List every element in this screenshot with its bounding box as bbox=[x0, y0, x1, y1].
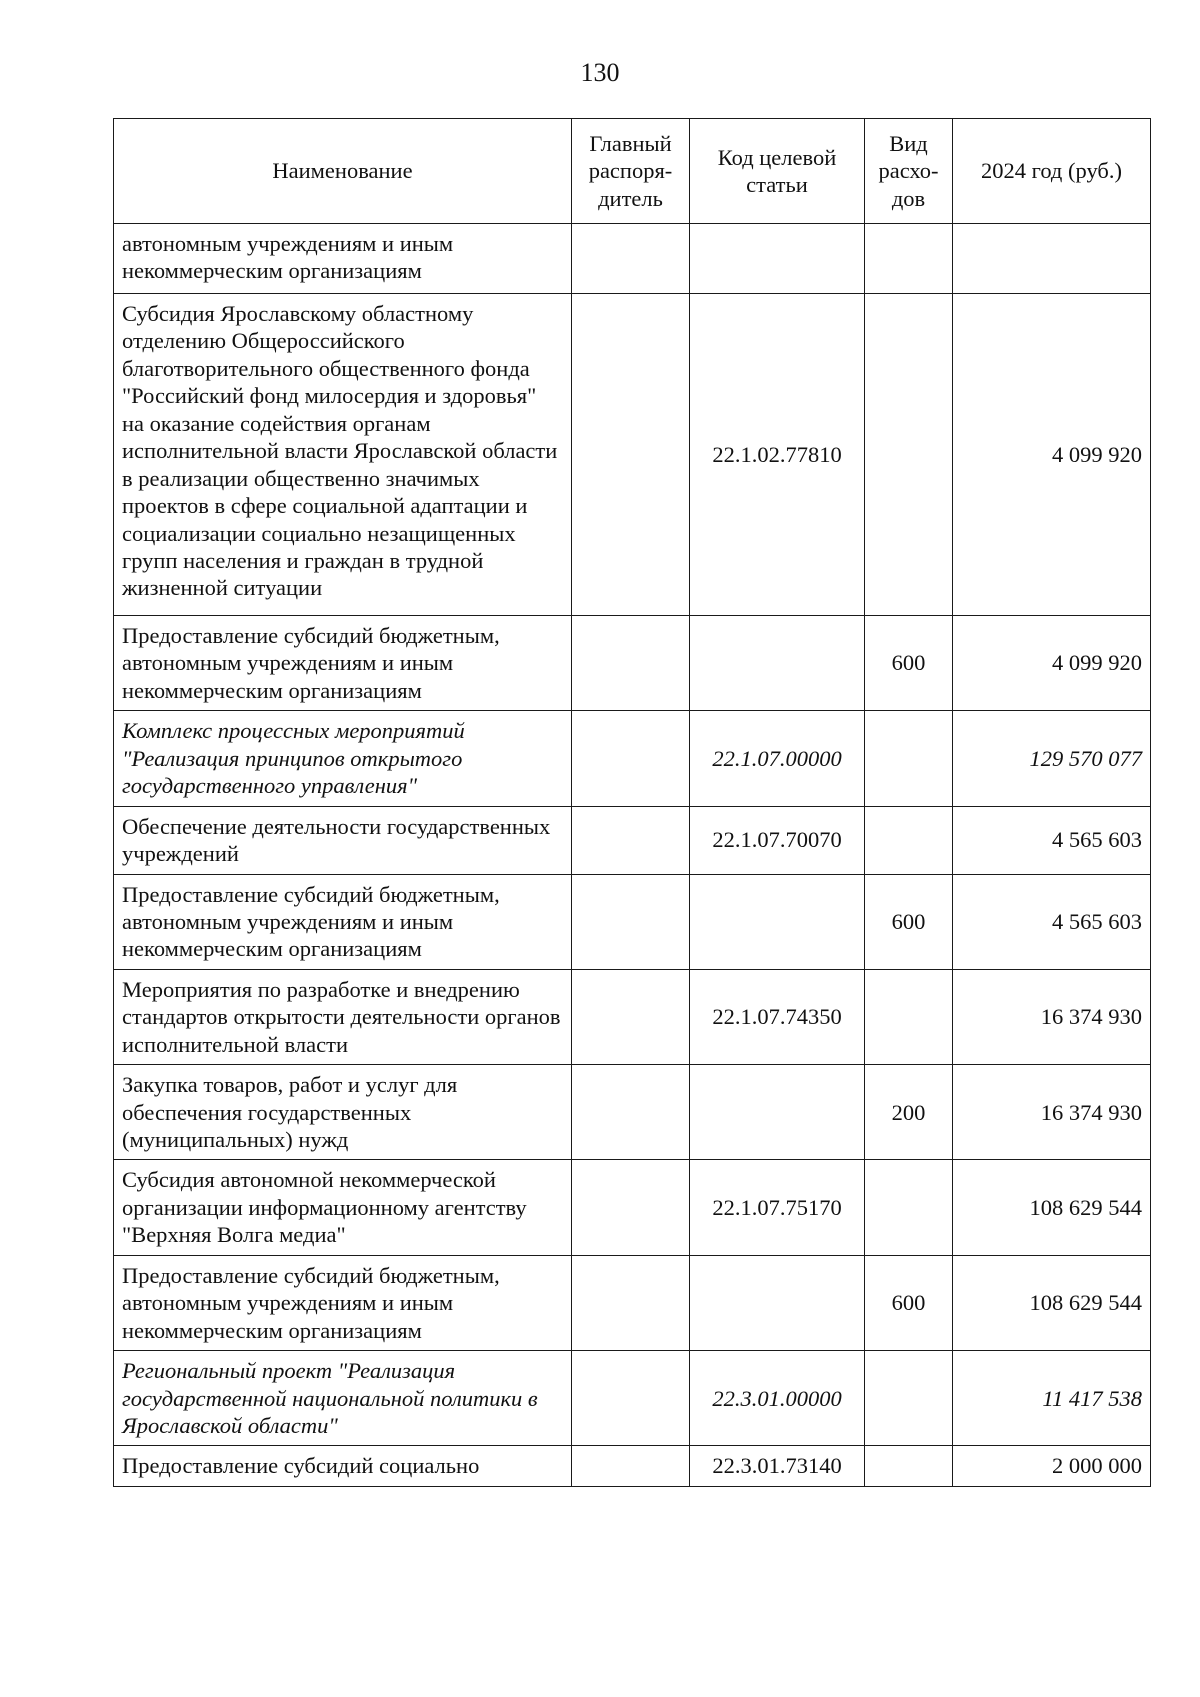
cell-amount: 4 565 603 bbox=[953, 874, 1151, 969]
cell-code bbox=[690, 224, 865, 294]
cell-name: Предоставление субсидий бюджетным, автономным учреждениям и иным некоммерческим организациям bbox=[114, 1255, 572, 1350]
cell-admin bbox=[572, 1255, 690, 1350]
cell-code: 22.1.07.70070 bbox=[690, 806, 865, 874]
cell-admin bbox=[572, 1160, 690, 1255]
cell-type bbox=[865, 1160, 953, 1255]
cell-name: Комплекс процессных мероприятий "Реализация принципов открытого государственного управления" bbox=[114, 711, 572, 806]
cell-amount: 16 374 930 bbox=[953, 969, 1151, 1064]
cell-type: 200 bbox=[865, 1065, 953, 1160]
cell-type bbox=[865, 969, 953, 1064]
header-amount: 2024 год (руб.) bbox=[953, 119, 1151, 224]
cell-amount: 4 565 603 bbox=[953, 806, 1151, 874]
cell-name: Субсидия Ярославскому областному отделению Общероссийского благотворительного общественного фонда "Российский фонд милосердия и здоровья" на оказание содействия органам исполнительной власти Ярославской области в реализации общественно значимых проектов в сфере социальной адаптации и социализации социально незащищенных групп населения и граждан в трудной жизненной ситуации bbox=[114, 294, 572, 616]
table-row bbox=[114, 969, 1151, 1064]
cell-amount bbox=[953, 224, 1151, 294]
cell-code: 22.1.07.74350 bbox=[690, 969, 865, 1064]
page-number: 130 bbox=[580, 58, 620, 87]
cell-amount: 108 629 544 bbox=[953, 1255, 1151, 1350]
cell-amount: 2 000 000 bbox=[953, 1446, 1151, 1486]
table-body bbox=[114, 224, 1151, 1487]
cell-type bbox=[865, 1446, 953, 1486]
table-row bbox=[114, 1065, 1151, 1160]
header-code: Код целевой статьи bbox=[690, 119, 865, 224]
header-type: Вид расхо-дов bbox=[865, 119, 953, 224]
cell-code: 22.3.01.00000 bbox=[690, 1351, 865, 1446]
table-header bbox=[114, 119, 1151, 224]
table-row bbox=[114, 294, 1151, 616]
budget-table bbox=[113, 118, 1151, 1487]
cell-code bbox=[690, 1065, 865, 1160]
cell-type bbox=[865, 294, 953, 616]
cell-name: Закупка товаров, работ и услуг для обеспечения государственных (муниципальных) нужд bbox=[114, 1065, 572, 1160]
cell-name: Мероприятия по разработке и внедрению стандартов открытости деятельности органов исполнительной власти bbox=[114, 969, 572, 1064]
cell-amount: 4 099 920 bbox=[953, 616, 1151, 711]
cell-type: 600 bbox=[865, 874, 953, 969]
cell-name: автономным учреждениям и иным некоммерческим организациям bbox=[114, 224, 572, 294]
header-row bbox=[114, 119, 1151, 224]
table-row bbox=[114, 224, 1151, 294]
cell-admin bbox=[572, 1065, 690, 1160]
cell-type bbox=[865, 1351, 953, 1446]
cell-name: Предоставление субсидий бюджетным, автономным учреждениям и иным некоммерческим организациям bbox=[114, 874, 572, 969]
cell-code: 22.1.07.75170 bbox=[690, 1160, 865, 1255]
cell-amount: 16 374 930 bbox=[953, 1065, 1151, 1160]
cell-amount: 129 570 077 bbox=[953, 711, 1151, 806]
cell-type bbox=[865, 224, 953, 294]
cell-admin bbox=[572, 969, 690, 1064]
cell-type bbox=[865, 806, 953, 874]
cell-code: 22.3.01.73140 bbox=[690, 1446, 865, 1486]
cell-amount: 11 417 538 bbox=[953, 1351, 1151, 1446]
table-row bbox=[114, 806, 1151, 874]
cell-amount: 4 099 920 bbox=[953, 294, 1151, 616]
table-row bbox=[114, 1160, 1151, 1255]
cell-name: Предоставление субсидий бюджетным, автономным учреждениям и иным некоммерческим организациям bbox=[114, 616, 572, 711]
cell-admin bbox=[572, 711, 690, 806]
cell-code bbox=[690, 616, 865, 711]
table-row bbox=[114, 1351, 1151, 1446]
cell-type: 600 bbox=[865, 616, 953, 711]
cell-code: 22.1.07.00000 bbox=[690, 711, 865, 806]
cell-admin bbox=[572, 224, 690, 294]
cell-admin bbox=[572, 874, 690, 969]
table-row bbox=[114, 1446, 1151, 1486]
cell-admin bbox=[572, 806, 690, 874]
cell-name: Обеспечение деятельности государственных учреждений bbox=[114, 806, 572, 874]
cell-admin bbox=[572, 294, 690, 616]
table-row bbox=[114, 874, 1151, 969]
table-row bbox=[114, 1255, 1151, 1350]
header-name: Наименование bbox=[114, 119, 572, 224]
cell-admin bbox=[572, 1351, 690, 1446]
cell-code: 22.1.02.77810 bbox=[690, 294, 865, 616]
table-row bbox=[114, 711, 1151, 806]
cell-code bbox=[690, 874, 865, 969]
cell-type bbox=[865, 711, 953, 806]
cell-name: Региональный проект "Реализация государственной национальной политики в Ярославской области" bbox=[114, 1351, 572, 1446]
cell-code bbox=[690, 1255, 865, 1350]
header-admin: Главный распоря-дитель bbox=[572, 119, 690, 224]
cell-amount: 108 629 544 bbox=[953, 1160, 1151, 1255]
cell-admin bbox=[572, 616, 690, 711]
table-row bbox=[114, 616, 1151, 711]
cell-name: Предоставление субсидий социально bbox=[114, 1446, 572, 1486]
cell-admin bbox=[572, 1446, 690, 1486]
cell-name: Субсидия автономной некоммерческой организации информационному агентству "Верхняя Волга медиа" bbox=[114, 1160, 572, 1255]
cell-type: 600 bbox=[865, 1255, 953, 1350]
